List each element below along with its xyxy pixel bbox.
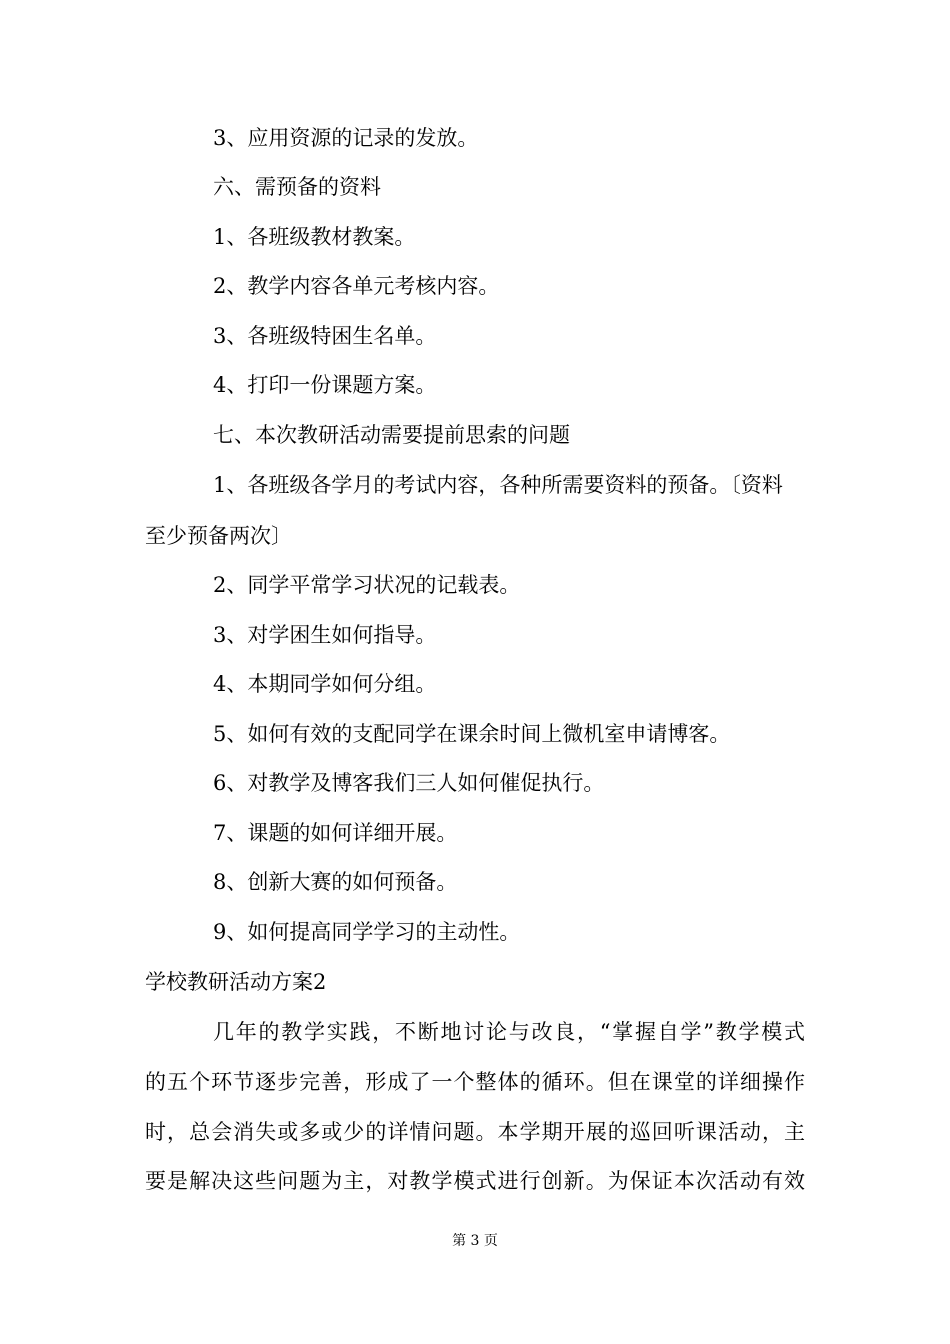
list-item: 3、各班级特困生名单。: [213, 324, 437, 348]
list-item: 9、如何提高同学学习的主动性。: [213, 920, 521, 944]
list-item: 2、同学平常学习状况的记载表。: [213, 573, 521, 597]
paragraph-line: 要是解决这些问题为主，对教学模式进行创新。为保证本次活动有效: [145, 1169, 805, 1193]
list-item: 7、课题的如何详细开展。: [213, 821, 458, 845]
list-item: 1、各班级教材教案。: [213, 225, 416, 249]
list-item: 6、对教学及博客我们三人如何催促执行。: [213, 771, 605, 795]
page-number: 第 3 页: [452, 1233, 498, 1249]
list-item: 8、创新大赛的如何预备。: [213, 870, 458, 894]
list-item-continuation: 至少预备两次〕: [145, 524, 292, 548]
body-line: 3、应用资源的记录的发放。: [213, 126, 479, 150]
list-item: 4、打印一份课题方案。: [213, 373, 437, 397]
document-title: 学校教研活动方案2: [145, 970, 327, 994]
section-heading: 六、需预备的资料: [213, 175, 381, 199]
list-item: 5、如何有效的支配同学在课余时间上微机室申请博客。: [213, 722, 731, 746]
list-item: 1、各班级各学月的考试内容，各种所需要资料的预备。〔资料: [213, 473, 783, 497]
paragraph-line: 的五个环节逐步完善，形成了一个整体的循环。但在课堂的详细操作: [145, 1070, 805, 1094]
section-heading: 七、本次教研活动需要提前思索的问题: [213, 423, 570, 447]
paragraph-line: 时，总会消失或多或少的详情问题。本学期开展的巡回听课活动，主: [145, 1120, 805, 1144]
paragraph-line: 几年的教学实践，不断地讨论与改良，“掌握自学”教学模式: [213, 1020, 805, 1044]
list-item: 4、本期同学如何分组。: [213, 672, 437, 696]
list-item: 3、对学困生如何指导。: [213, 623, 437, 647]
list-item: 2、教学内容各单元考核内容。: [213, 274, 500, 298]
